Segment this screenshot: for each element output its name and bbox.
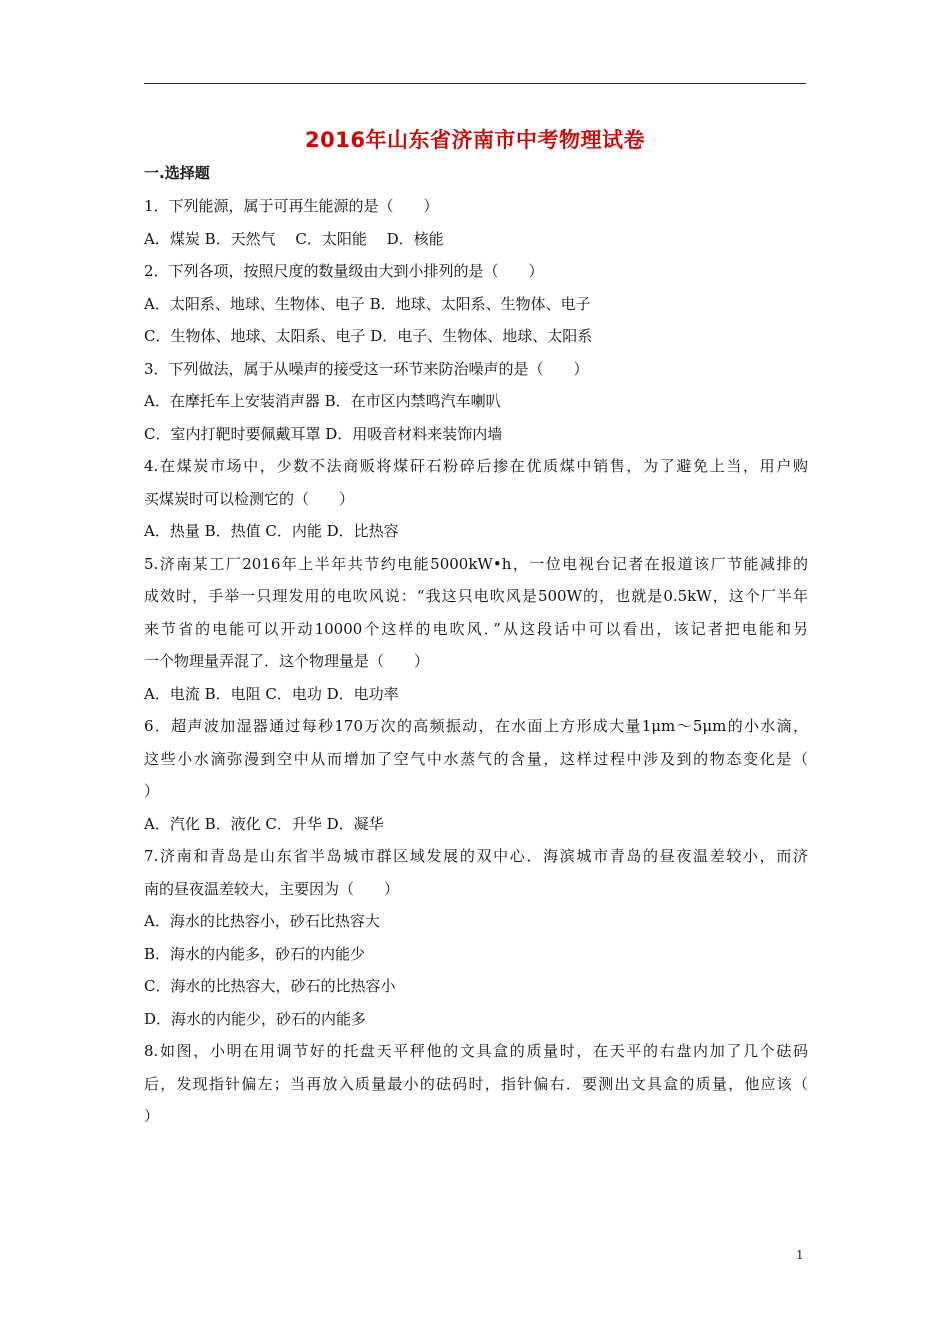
text-line: 一个物理量弄混了．这个物理量是（ ）: [144, 652, 430, 670]
text-line: A．煤炭 B．天然气 C．太阳能 D．核能: [144, 229, 444, 248]
text-line: A．太阳系、地球、生物体、电子 B．地球、太阳系、生物体、电子: [144, 294, 591, 313]
text-line: A．在摩托车上安装消声器 B．在市区内禁鸣汽车喇叭: [144, 392, 501, 410]
text-line: A．汽化 B．液化 C．升华 D．凝华: [144, 814, 384, 833]
page-title: 2016年山东省济南市中考物理试卷: [305, 128, 645, 152]
text-line: 买煤炭时可以检测它的（ ）: [144, 489, 355, 508]
text-line: 2．下列各项，按照尺度的数量级由大到小排列的是（ ）: [144, 262, 544, 280]
text-line: D．海水的内能少，砂石的内能多: [144, 1009, 367, 1028]
text-line: A．热量 B．热值 C．内能 D．比热容: [144, 522, 399, 540]
question-body: [144, 190, 808, 1133]
text-line: ）: [144, 782, 160, 800]
text-line: B．海水的内能多，砂石的内能少: [144, 944, 366, 963]
text-line: 1．下列能源，属于可再生能源的是（ ）: [144, 197, 439, 215]
text-line: 成效时，手举一只理发用的电吹风说：“我这只电吹风是500W的，也就是0.5kW，这个厂半年: [144, 587, 808, 605]
text-line: 来节省的电能可以开动10000个这样的电吹风．”从这段话中可以看出，该记者把电能和另: [144, 619, 808, 638]
text-line: C．生物体、地球、太阳系、电子 D．电子、生物体、地球、太阳系: [144, 327, 593, 345]
text-line: 8.如图，小明在用调节好的托盘天平秤他的文具盒的质量时，在天平的右盘内加了几个砝码: [144, 1042, 808, 1060]
text-line: 5.济南某工厂2016年上半年共节约电能5000kW•h，一位电视台记者在报道该厂节能减排的: [144, 554, 808, 573]
text-line: 4.在煤炭市场中，少数不法商贩将煤矸石粉碎后掺在优质煤中销售，为了避免上当，用户购: [144, 457, 808, 475]
text-line: ）: [144, 1107, 160, 1125]
text-line: 这些小水滴弥漫到空中从而增加了空气中水蒸气的含量，这样过程中涉及到的物态变化是（: [144, 749, 808, 768]
header-rule: [144, 83, 806, 84]
text-line: A．海水的比热容小，砂石比热容大: [144, 912, 380, 930]
text-line: C．室内打靶时要佩戴耳罩 D．用吸音材料来装饰内墙: [144, 424, 503, 443]
page-number: 1: [796, 1248, 804, 1262]
text-line: A．电流 B．电阻 C．电功 D．电功率: [144, 684, 399, 703]
text-line: C．海水的比热容大，砂石的比热容小: [144, 977, 396, 995]
text-line: 南的昼夜温差较大，主要因为（ ）: [144, 879, 400, 898]
text-line: 后，发现指针偏左；当再放入质量最小的砝码时，指针偏右．要测出文具盒的质量，他应该（: [144, 1074, 808, 1093]
text-line: 3．下列做法，属于从噪声的接受这一环节来防治噪声的是（ ）: [144, 359, 589, 378]
section-heading: 一.选择题: [144, 164, 210, 182]
text-line: 7.济南和青岛是山东省半岛城市群区域发展的双中心．海滨城市青岛的昼夜温差较小，而济: [144, 847, 808, 865]
text-line: 6．超声波加湿器通过每秒170万次的高频振动，在水面上方形成大量1μm～5μm的小水滴，: [144, 717, 808, 735]
